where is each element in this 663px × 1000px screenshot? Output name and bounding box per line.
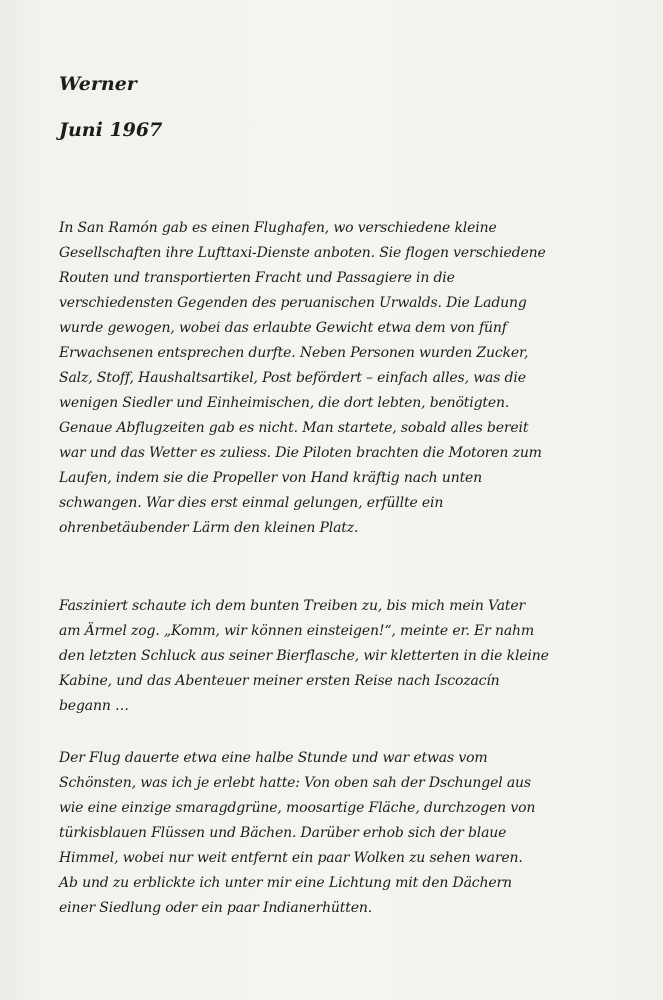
text-line: den letzten Schluck aus seiner Bierflasche, wir kletterten in die kleine: [59, 648, 549, 664]
text-line: wie eine einzige smaragdgrüne, moosartige Fläche, durchzogen von: [59, 800, 536, 816]
text-line: Fasziniert schaute ich dem bunten Treiben zu, bis mich mein Vater: [59, 598, 526, 614]
text-line: Gesellschaften ihre Lufttaxi-Dienste anboten. Sie flogen verschiedene: [59, 245, 546, 261]
text-line: türkisblauen Flüssen und Bächen. Darüber erhob sich der blaue: [59, 825, 507, 841]
text-line: Ab und zu erblickte ich unter mir eine Lichtung mit den Dächern: [59, 875, 512, 891]
text-line: einer Siedlung oder ein paar Indianerhütten.: [59, 900, 373, 916]
text-line: schwangen. War dies erst einmal gelungen, erfüllte ein: [59, 495, 444, 511]
chapter-date: Juni 1967: [59, 119, 163, 141]
paragraph-3: [59, 746, 619, 921]
text-line: begann …: [59, 698, 129, 714]
text-line: wurde gewogen, wobei das erlaubte Gewicht etwa dem von fünf: [59, 320, 507, 336]
text-line: Schönsten, was ich je erlebt hatte: Von oben sah der Dschungel aus: [59, 775, 531, 791]
text-line: In San Ramón gab es einen Flughafen, wo verschiedene kleine: [59, 220, 497, 236]
text-line: Genaue Abflugzeiten gab es nicht. Man startete, sobald alles bereit: [59, 420, 529, 436]
paragraph-1: [59, 216, 619, 541]
text-line: Kabine, und das Abenteuer meiner ersten Reise nach Iscozacín: [59, 673, 500, 689]
chapter-author: Werner: [59, 73, 137, 95]
text-line: Laufen, indem sie die Propeller von Hand kräftig nach unten: [59, 470, 483, 486]
text-line: Erwachsenen entsprechen durfte. Neben Personen wurden Zucker,: [59, 345, 529, 361]
text-line: Himmel, wobei nur weit entfernt ein paar Wolken zu sehen waren.: [59, 850, 523, 866]
paragraph-2: [59, 594, 619, 719]
text-line: Der Flug dauerte etwa eine halbe Stunde und war etwas vom: [59, 750, 488, 766]
text-line: Routen und transportierten Fracht und Passagiere in die: [59, 270, 455, 286]
text-line: am Ärmel zog. „Komm, wir können einsteigen!“, meinte er. Er nahm: [59, 623, 535, 639]
text-line: Salz, Stoff, Haushaltsartikel, Post befördert – einfach alles, was die: [59, 370, 526, 386]
text-line: verschiedensten Gegenden des peruanischen Urwalds. Die Ladung: [59, 295, 527, 311]
text-line: wenigen Siedler und Einheimischen, die dort lebten, benötigten.: [59, 395, 510, 411]
text-line: ohrenbetäubender Lärm den kleinen Platz.: [59, 520, 359, 536]
text-line: war und das Wetter es zuliess. Die Piloten brachten die Motoren zum: [59, 445, 542, 461]
